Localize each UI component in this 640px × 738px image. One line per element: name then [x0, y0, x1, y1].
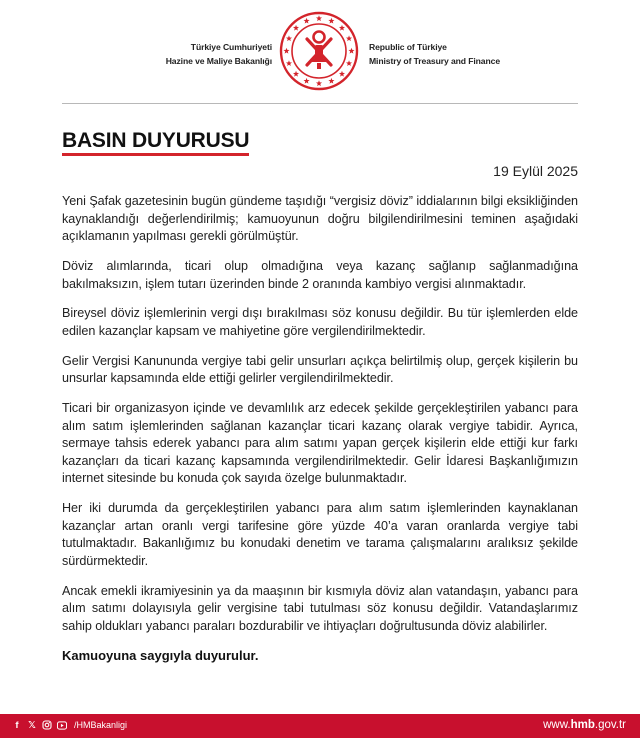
social-handle[interactable]: /HMBakanligi [74, 720, 128, 730]
seal-star-icon [346, 35, 352, 41]
seal-star-icon [348, 48, 354, 54]
closing-line: Kamuoyuna saygıyla duyurulur. [62, 647, 259, 663]
letterhead [0, 0, 640, 100]
seal-star-icon [339, 25, 345, 31]
site-domain: hmb [570, 719, 595, 731]
paragraph: Ancak emekli ikramiyesinin ya da maaşının bir kısmıyla döviz alan vatandaşın, yabancı para alım satımı dolayısıyla gelir vergisine tabi tutulması söz konusu değildir. Vatandaşlarımız sahip oldukları yabancı paraları bozdurabilir ve ihtiyaçları doğrultusunda döviz alabilirler. [62, 583, 578, 633]
paragraph: Döviz alımlarında, ticari olup olmadığına veya kazanç sağlanıp sağlanmadığına bakılmaksızın, işlem tutarı üzerinden binde 2 oranında kambiyo vergisi alınmaktadır. [62, 258, 578, 291]
site-prefix: www. [543, 719, 571, 731]
seal-star-icon [304, 78, 310, 84]
facebook-icon[interactable]: f [15, 719, 19, 731]
paragraph: Gelir Vergisi Kanununda vergiye tabi gelir unsurları açıkça belirtilmiş olup, gerçek kişilerin bu unsurlar kapsamında elde ettiği gelirler vergilendirilmektedir. [62, 353, 578, 386]
seal-star-icon [286, 60, 292, 66]
org-name-english [369, 40, 500, 68]
paragraph: Bireysel döviz işlemlerinin vergi dışı bırakılması söz konusu değildir. Bu tür işlemlerden elde edilen kazançlar kapsam ve mahiyetine göre vergilendirilmektedir. [62, 306, 578, 338]
seal-star-icon [316, 80, 322, 86]
seal-star-icon [286, 35, 292, 41]
seal-star-icon [293, 71, 299, 77]
seal-star-icon [328, 18, 334, 24]
org-en-line2: Ministry of Treasury and Finance [369, 56, 500, 66]
document-title: BASIN DUYURUSU [62, 129, 250, 152]
document-date: 19 Eylül 2025 [493, 163, 578, 179]
seal-star-icon [293, 25, 299, 31]
x-icon[interactable]: 𝕏 [28, 719, 36, 731]
seal-star-icon [339, 71, 345, 77]
org-tr-line2: Hazine ve Maliye Bakanlığı [165, 56, 272, 66]
org-en-line1: Republic of Türkiye [369, 42, 447, 52]
paragraph: Ticari bir organizasyon içinde ve devamlılık arz edecek şekilde gerçekleştirilen yabancı para alım satım işlemlerinden sağlanan kazançlar ticari kazanç olarak vergiye tabidir. Ayrıca, sermaye tahsis ederek yabancı para alım satımı yapan gerçek kişilerin elde ettiği kur farkı kazançları da ticari kazanç kapsamında vergilendirilmektedir. Gelir İdaresi Başkanlığımızın internet sitesinde bu konuda çok sayıda özelge bulunmaktadır. [62, 401, 578, 486]
instagram-icon[interactable] [42, 719, 52, 731]
document-body [62, 193, 578, 663]
footer-bar [0, 714, 640, 738]
social-links [12, 719, 127, 731]
seal-star-icon [304, 18, 310, 24]
seal-star-icon [346, 60, 352, 66]
org-tr-line1: Türkiye Cumhuriyeti [190, 42, 272, 52]
org-name-turkish [166, 40, 272, 68]
seal-star-icon [316, 15, 322, 21]
paragraph: Her iki durumda da gerçekleştirilen yabancı para alım satım işlemlerinden kaynaklanan kazançlar artan oranlı vergi tarifesine göre yüzde 40’a varan oranlarda vergiye tabi tutulmaktadır. Bakanlığımız bu konudaki denetim ve tarama çalışmalarını aralıksız şekilde sürdürmektedir. [62, 501, 578, 569]
ministry-seal-icon [277, 9, 361, 93]
youtube-icon[interactable] [57, 719, 67, 731]
header-divider [62, 103, 578, 104]
paragraph: Yeni Şafak gazetesinin bugün gündeme taşıdığı “vergisiz döviz” iddialarının bilgi eksikliğinden kaynaklandığı değerlendirilmiş; kamuoyunun doğru bilgilendirilmesini teminen aşağıdaki açıklamanın yapılması gerekli görülmüştür. [62, 194, 578, 244]
seal-star-icon [283, 48, 289, 54]
site-suffix: .gov.tr [594, 719, 626, 731]
website-link[interactable] [543, 719, 626, 731]
title-underline [62, 153, 249, 156]
seal-star-icon [328, 78, 334, 84]
